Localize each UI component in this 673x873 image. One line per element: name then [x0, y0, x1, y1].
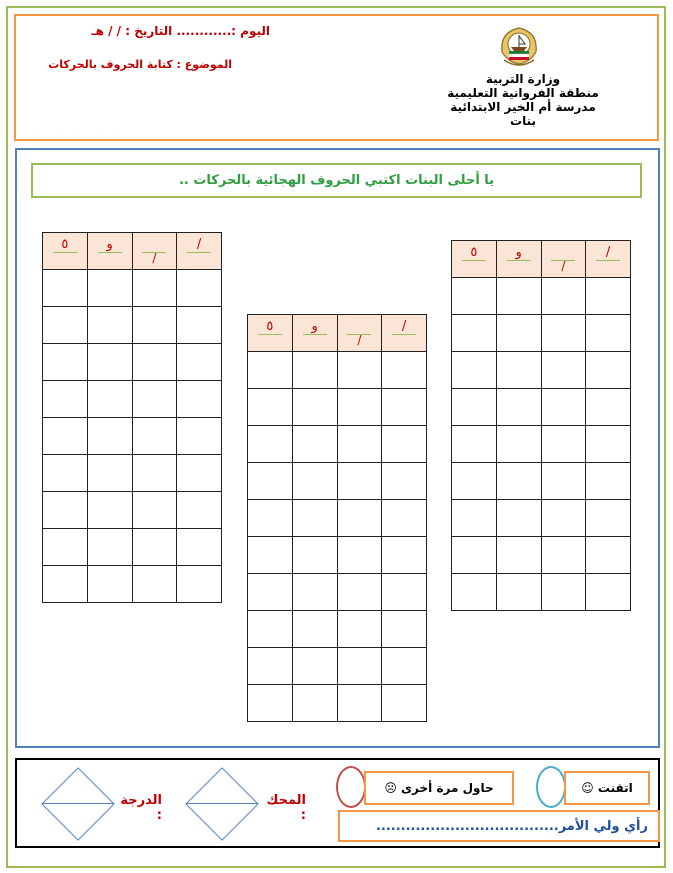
- writing-cell[interactable]: [248, 500, 293, 537]
- writing-cell[interactable]: [43, 455, 88, 492]
- writing-cell[interactable]: [43, 566, 88, 603]
- table-row: [248, 389, 427, 426]
- table-row: [43, 566, 222, 603]
- writing-cell[interactable]: [177, 566, 222, 603]
- writing-cell[interactable]: [87, 344, 132, 381]
- subject-text: الموضوع : كتابة الحروف بالحركات: [48, 58, 232, 71]
- writing-cell[interactable]: [248, 426, 293, 463]
- writing-cell[interactable]: [177, 418, 222, 455]
- dots-decoration: .....: [36, 126, 136, 133]
- table-row: [452, 352, 631, 389]
- letters-table-left: [42, 232, 222, 603]
- writing-cell[interactable]: [292, 574, 337, 611]
- writing-cell[interactable]: [132, 529, 177, 566]
- table-header-row: [248, 315, 427, 352]
- haraka-mark: /: [561, 259, 566, 273]
- writing-cell[interactable]: [43, 344, 88, 381]
- writing-cell[interactable]: [496, 278, 541, 315]
- writing-cell[interactable]: [337, 463, 382, 500]
- haraka-mark: /: [401, 319, 407, 334]
- writing-cell[interactable]: [248, 463, 293, 500]
- mastered-circle[interactable]: [536, 766, 566, 808]
- writing-cell[interactable]: [541, 278, 586, 315]
- writing-cell[interactable]: [132, 455, 177, 492]
- haraka-header-cell: [452, 241, 497, 278]
- haraka-mark: ٥: [470, 245, 478, 260]
- parent-opinion-box[interactable]: [338, 810, 660, 842]
- writing-cell[interactable]: [541, 315, 586, 352]
- haraka-mark: /: [196, 237, 202, 252]
- parent-opinion-label: رأي ولي الأمر.....................................: [375, 818, 648, 834]
- writing-cell[interactable]: [452, 389, 497, 426]
- table-row: [248, 611, 427, 648]
- writing-cell[interactable]: [382, 537, 427, 574]
- writing-cell[interactable]: [496, 389, 541, 426]
- haraka-header-cell: [177, 233, 222, 270]
- try-again-circle[interactable]: [336, 766, 366, 808]
- subject-line: [40, 58, 232, 76]
- writing-cell[interactable]: [87, 270, 132, 307]
- ministry-line-3: مدرسة أم الخير الابتدائية بنات: [450, 100, 596, 128]
- table-row: [43, 455, 222, 492]
- writing-cell[interactable]: [586, 537, 631, 574]
- writing-cell[interactable]: [541, 389, 586, 426]
- writing-cell[interactable]: [337, 537, 382, 574]
- writing-cell[interactable]: [586, 426, 631, 463]
- table-header-row: [452, 241, 631, 278]
- writing-cell[interactable]: [87, 529, 132, 566]
- writing-cell[interactable]: [452, 315, 497, 352]
- ministry-line-1: وزارة التربية: [485, 72, 561, 86]
- writing-cell[interactable]: [382, 389, 427, 426]
- writing-cell[interactable]: [541, 352, 586, 389]
- haraka-header-cell: [541, 241, 586, 278]
- writing-cell[interactable]: [87, 455, 132, 492]
- writing-cell[interactable]: [586, 278, 631, 315]
- haraka-header-cell: [248, 315, 293, 352]
- writing-cell[interactable]: [132, 381, 177, 418]
- grade-label: الدرجة :: [120, 793, 162, 823]
- haraka-header-cell: [496, 241, 541, 278]
- writing-cell[interactable]: [43, 307, 88, 344]
- table-row: [248, 648, 427, 685]
- table-row: [248, 574, 427, 611]
- table-row: [248, 537, 427, 574]
- table-row: [43, 529, 222, 566]
- haraka-mark: و: [515, 245, 522, 260]
- writing-cell[interactable]: [43, 529, 88, 566]
- writing-cell[interactable]: [452, 537, 497, 574]
- haraka-mark: ٥: [61, 237, 69, 252]
- table-row: [452, 463, 631, 500]
- writing-cell[interactable]: [496, 352, 541, 389]
- writing-cell[interactable]: [248, 389, 293, 426]
- haraka-mark: /: [605, 245, 611, 260]
- writing-cell[interactable]: [541, 500, 586, 537]
- table-row: [43, 492, 222, 529]
- writing-cell[interactable]: [382, 463, 427, 500]
- table-row: [452, 574, 631, 611]
- writing-cell[interactable]: [541, 426, 586, 463]
- writing-cell[interactable]: [496, 463, 541, 500]
- writing-cell[interactable]: [132, 418, 177, 455]
- writing-cell[interactable]: [586, 352, 631, 389]
- writing-cell[interactable]: [496, 574, 541, 611]
- mastered-label: اتقنت ☺: [581, 781, 633, 795]
- writing-cell[interactable]: [177, 270, 222, 307]
- writing-cell[interactable]: [452, 352, 497, 389]
- haraka-header-cell: [132, 233, 177, 270]
- writing-cell[interactable]: [382, 574, 427, 611]
- writing-cell[interactable]: [132, 307, 177, 344]
- writing-cell[interactable]: [496, 537, 541, 574]
- writing-cell[interactable]: [177, 344, 222, 381]
- grade-diamond-divider: [42, 803, 114, 804]
- haraka-header-cell: [43, 233, 88, 270]
- writing-cell[interactable]: [132, 344, 177, 381]
- writing-cell[interactable]: [382, 426, 427, 463]
- table-row: [452, 426, 631, 463]
- table-row: [43, 270, 222, 307]
- writing-cell[interactable]: [87, 307, 132, 344]
- writing-cell[interactable]: [496, 500, 541, 537]
- haraka-header-cell: [337, 315, 382, 352]
- writing-cell[interactable]: [248, 574, 293, 611]
- writing-cell[interactable]: [541, 537, 586, 574]
- writing-cell[interactable]: [382, 685, 427, 722]
- writing-cell[interactable]: [177, 492, 222, 529]
- writing-cell[interactable]: [586, 315, 631, 352]
- writing-cell[interactable]: [248, 611, 293, 648]
- table-row: [248, 685, 427, 722]
- writing-cell[interactable]: [292, 463, 337, 500]
- letters-table-right: [451, 240, 631, 611]
- writing-cell[interactable]: [43, 381, 88, 418]
- table-row: [452, 315, 631, 352]
- writing-cell[interactable]: [292, 389, 337, 426]
- writing-cell[interactable]: [248, 648, 293, 685]
- writing-cell[interactable]: [87, 381, 132, 418]
- criterion-label: المحك :: [266, 793, 306, 823]
- instruction-banner: يا أحلى البنات اكتبي الحروف الهجائية بالحركات ..: [31, 163, 642, 198]
- writing-cell[interactable]: [337, 389, 382, 426]
- writing-cell[interactable]: [586, 389, 631, 426]
- writing-cell[interactable]: [337, 648, 382, 685]
- haraka-mark: /: [357, 333, 362, 347]
- writing-cell[interactable]: [248, 352, 293, 389]
- haraka-header-cell: [292, 315, 337, 352]
- haraka-mark: و: [311, 319, 318, 334]
- writing-cell[interactable]: [452, 426, 497, 463]
- writing-cell[interactable]: [337, 611, 382, 648]
- letters-table-middle: [247, 314, 427, 722]
- writing-cell[interactable]: [452, 278, 497, 315]
- table-row: [248, 500, 427, 537]
- writing-cell[interactable]: [586, 463, 631, 500]
- table-row: [248, 463, 427, 500]
- writing-cell[interactable]: [337, 352, 382, 389]
- writing-cell[interactable]: [337, 685, 382, 722]
- haraka-mark: /: [152, 251, 157, 265]
- writing-cell[interactable]: [382, 500, 427, 537]
- writing-cell[interactable]: [382, 648, 427, 685]
- writing-cell[interactable]: [292, 500, 337, 537]
- table-row: [43, 307, 222, 344]
- writing-cell[interactable]: [586, 500, 631, 537]
- haraka-header-cell: [87, 233, 132, 270]
- writing-cell[interactable]: [496, 315, 541, 352]
- writing-cell[interactable]: [43, 270, 88, 307]
- writing-cell[interactable]: [248, 537, 293, 574]
- table-row: [43, 344, 222, 381]
- writing-cell[interactable]: [177, 455, 222, 492]
- table-row: [452, 500, 631, 537]
- table-row: [248, 426, 427, 463]
- writing-cell[interactable]: [452, 463, 497, 500]
- writing-cell[interactable]: [292, 685, 337, 722]
- writing-cell[interactable]: [292, 426, 337, 463]
- mastered-box: [564, 771, 650, 805]
- writing-cell[interactable]: [496, 426, 541, 463]
- writing-cell[interactable]: [382, 352, 427, 389]
- writing-cell[interactable]: [452, 574, 497, 611]
- writing-cell[interactable]: [452, 500, 497, 537]
- writing-cell[interactable]: [382, 611, 427, 648]
- writing-cell[interactable]: [292, 611, 337, 648]
- writing-cell[interactable]: [87, 418, 132, 455]
- table-row: [452, 278, 631, 315]
- table-row: [43, 381, 222, 418]
- writing-cell[interactable]: [87, 566, 132, 603]
- table-header-row: [43, 233, 222, 270]
- writing-cell[interactable]: [541, 463, 586, 500]
- writing-cell[interactable]: [337, 574, 382, 611]
- haraka-mark: و: [106, 237, 113, 252]
- writing-cell[interactable]: [87, 492, 132, 529]
- writing-cell[interactable]: [337, 500, 382, 537]
- writing-cell[interactable]: [177, 381, 222, 418]
- writing-cell[interactable]: [43, 492, 88, 529]
- writing-cell[interactable]: [132, 566, 177, 603]
- criterion-diamond-divider: [186, 803, 258, 804]
- writing-cell[interactable]: [43, 418, 88, 455]
- writing-cell[interactable]: [248, 685, 293, 722]
- ministry-block: [438, 72, 608, 128]
- day-date-line: اليوم :............ التاريخ : / / هـ: [91, 24, 270, 38]
- table-row: [452, 537, 631, 574]
- writing-cell[interactable]: [292, 648, 337, 685]
- writing-cell[interactable]: [132, 492, 177, 529]
- writing-cell[interactable]: [586, 574, 631, 611]
- try-again-label: حاول مرة أخرى ☹: [384, 781, 494, 795]
- table-row: [43, 418, 222, 455]
- writing-cell[interactable]: [132, 270, 177, 307]
- kuwait-emblem-icon: [494, 22, 544, 70]
- table-row: [248, 352, 427, 389]
- writing-cell[interactable]: [292, 537, 337, 574]
- writing-cell[interactable]: [177, 529, 222, 566]
- haraka-header-cell: [382, 315, 427, 352]
- haraka-mark: ٥: [266, 319, 274, 334]
- writing-cell[interactable]: [177, 307, 222, 344]
- ministry-line-2: منطقة الفروانية التعليمية: [447, 86, 599, 100]
- try-again-box: [364, 771, 514, 805]
- haraka-header-cell: [586, 241, 631, 278]
- writing-cell[interactable]: [337, 426, 382, 463]
- writing-cell[interactable]: [292, 352, 337, 389]
- writing-cell[interactable]: [541, 574, 586, 611]
- table-row: [452, 389, 631, 426]
